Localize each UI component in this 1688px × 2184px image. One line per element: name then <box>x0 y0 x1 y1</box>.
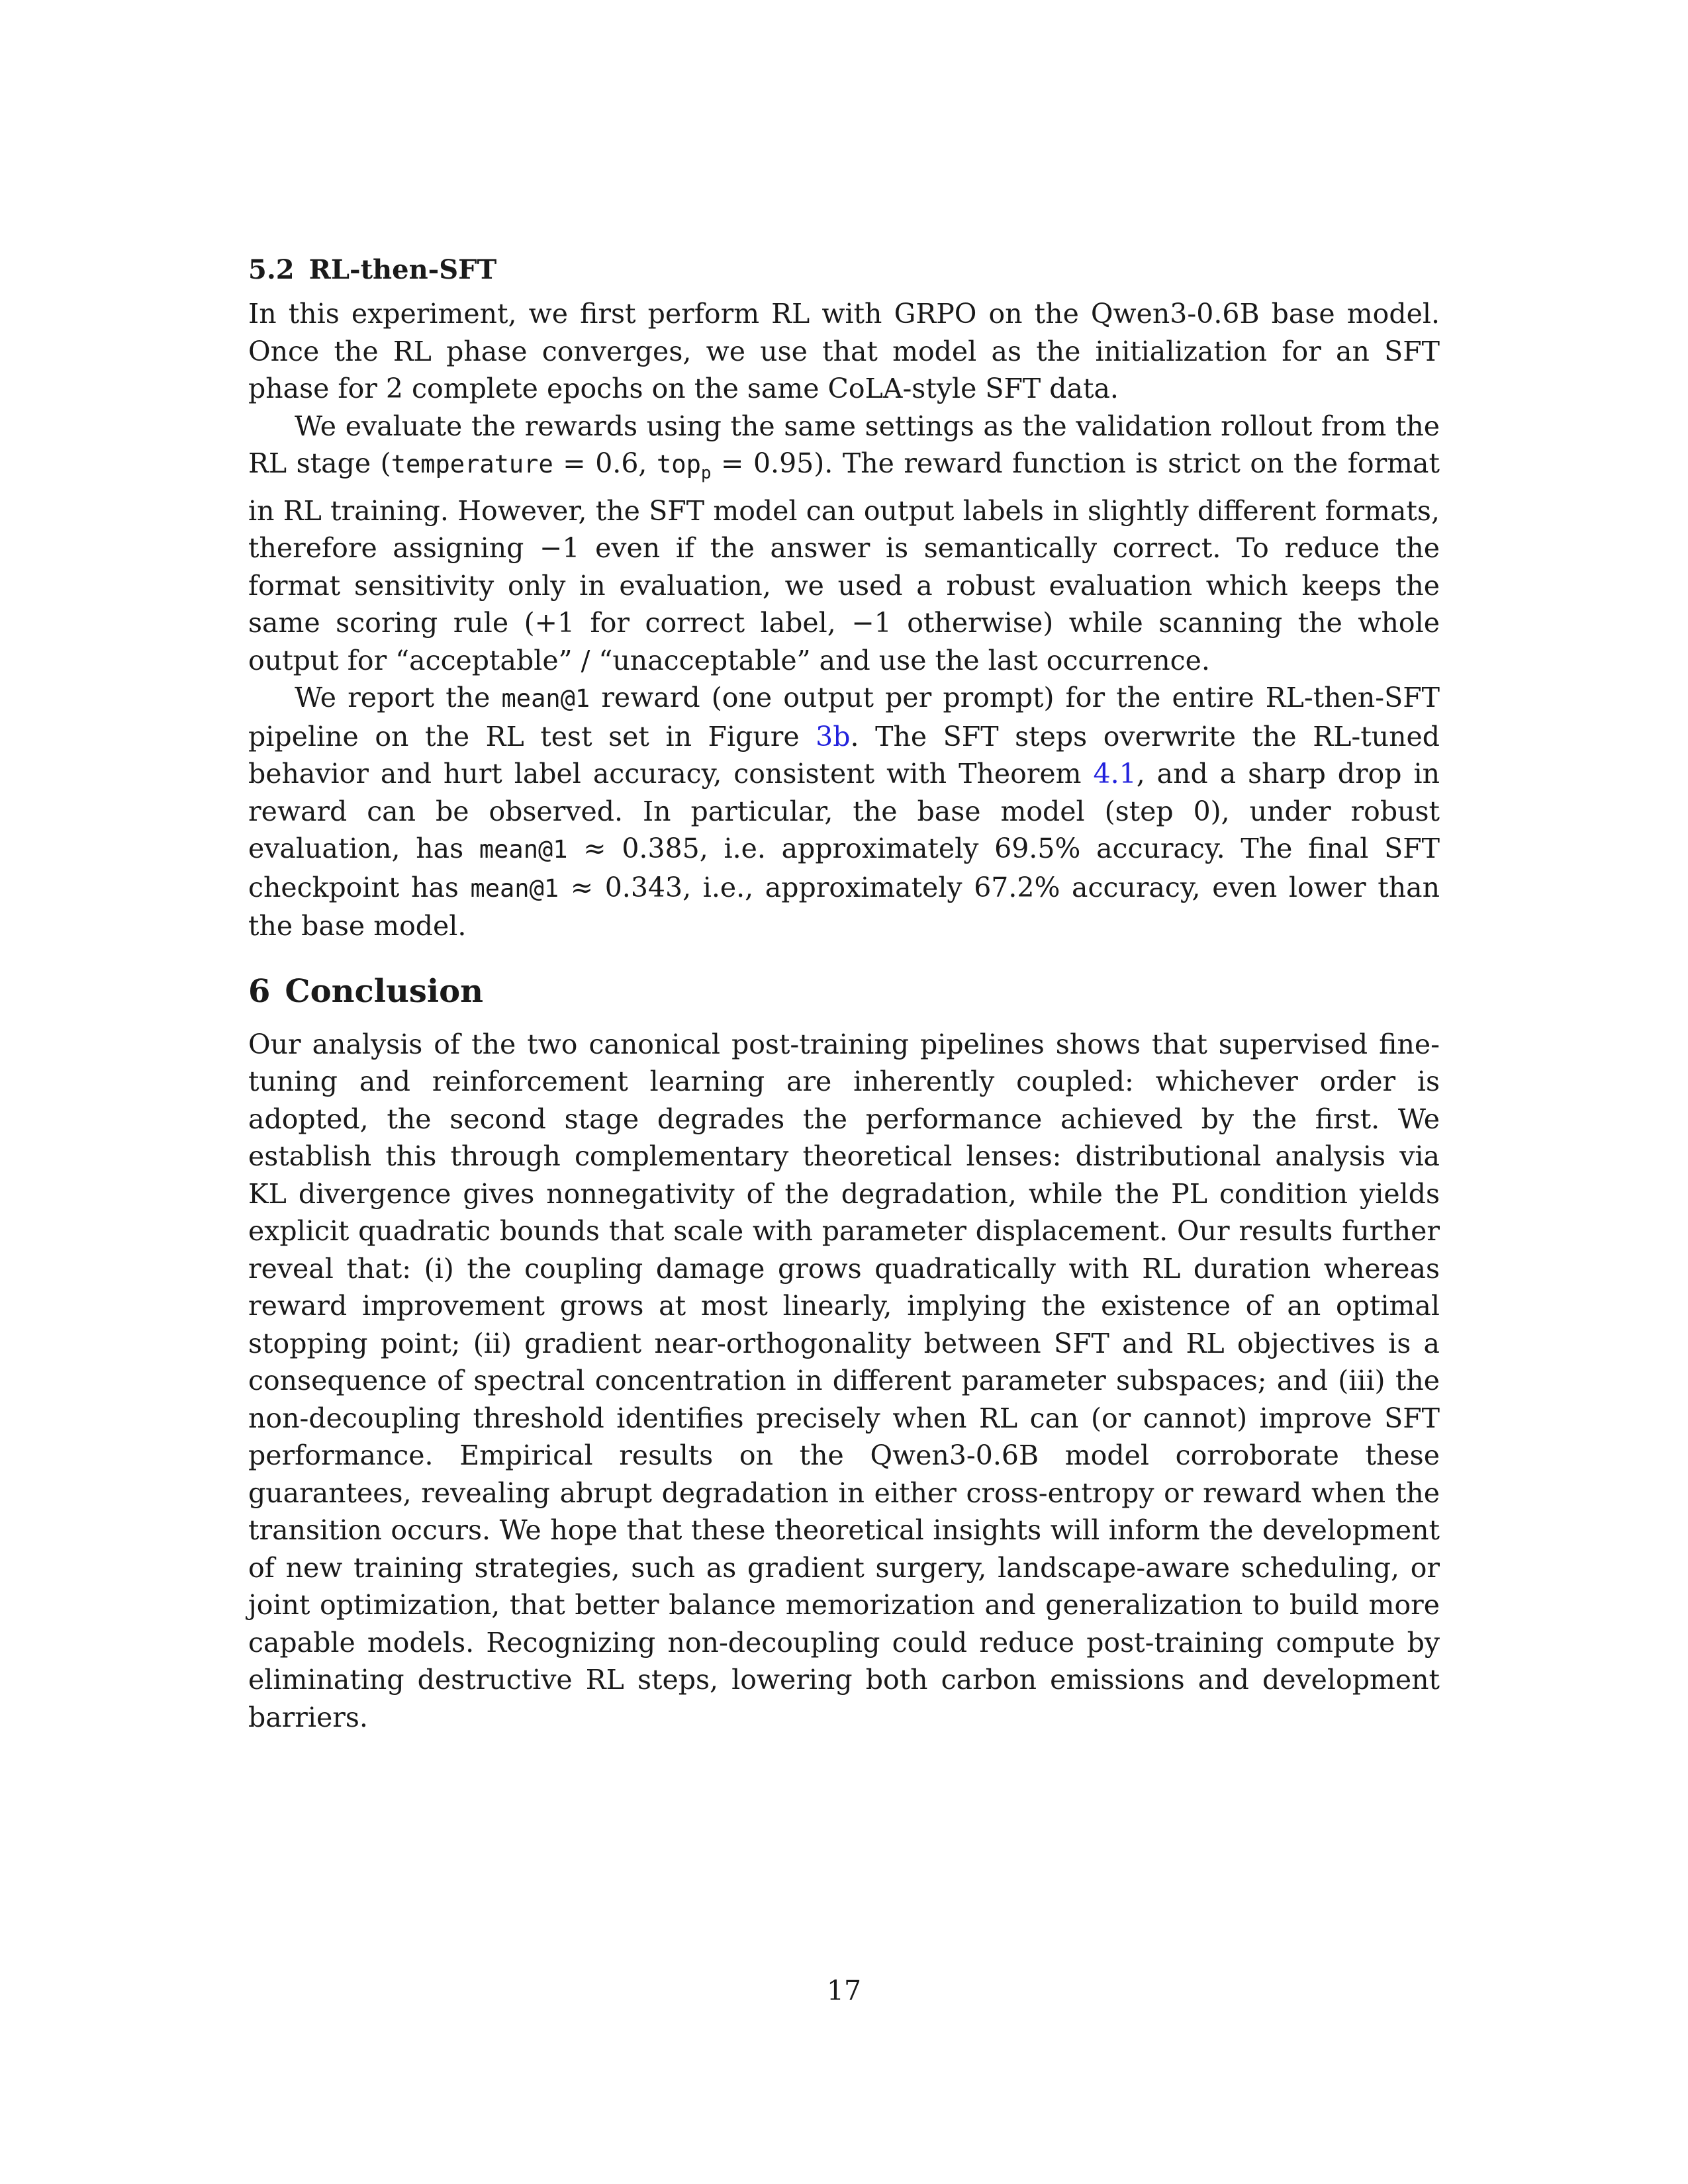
text-span: , and a sharp drop in reward can be observed. In particular, the base model (step 0), under robust evaluation, has <box>248 758 1440 865</box>
paragraph-conclusion: Our analysis of the two canonical post-training pipelines shows that supervised fine-tuning and reinforcement learning are inherently coupled: whichever order is adopted, the second stage degrades the performance achieved by the first. We establish this through complementary theoretical lenses: distributional analysis via KL divergence gives nonnegativity of the degradation, while the PL condition yields explicit quadratic bounds that scale with parameter displacement. Our results further reveal that: (i) the coupling damage grows quadratically with RL duration whereas reward improvement grows at most linearly, implying the existence of an optimal stopping point; (ii) gradient near-orthogonality between SFT and RL objectives is a consequence of spectral concentration in different parameter subspaces; and (iii) the non-decoupling threshold identifies precisely when RL can (or cannot) improve SFT performance. Empirical results on the Qwen3-0.6B model corroborate these guarantees, revealing abrupt degradation in either cross-entropy or reward when the transition occurs. We hope that these theoretical insights will inform the development of new training strategies, such as gradient surgery, landscape-aware scheduling, or joint optimization, that better balance memorization and generalization to build more capable models. Recognizing non-decoupling could reduce post-training compute by eliminating destructive RL steps, lowering both carbon emissions and development barriers. <box>248 1028 1440 1733</box>
section-title: Conclusion <box>285 972 484 1010</box>
section-title: RL-then-SFT <box>308 254 497 285</box>
theorem-reference-link[interactable]: 4.1 <box>1093 758 1137 790</box>
text-span: = 0.6, <box>553 447 657 479</box>
code-mean-at-1: mean@1 <box>479 835 568 864</box>
paragraph-results <box>248 679 1440 945</box>
figure-reference-link[interactable]: 3b <box>816 720 851 752</box>
text-span: . The SFT steps overwrite the RL-tuned behavior and hurt label accuracy, consistent with Theorem <box>248 720 1440 790</box>
code-mean-at-1: mean@1 <box>501 684 590 713</box>
section-number: 5.2 <box>248 254 295 285</box>
text-span: We report the <box>295 682 502 714</box>
text-span: reward (one output per prompt) for the entire RL-then-SFT pipeline on the RL test set in Figure <box>248 682 1440 752</box>
page-number: 17 <box>826 1975 862 2007</box>
code-top-p: top <box>657 450 701 478</box>
section-heading-conclusion <box>248 970 1440 1013</box>
code-temperature: temperature <box>391 450 553 478</box>
section-heading-rl-then-sft <box>248 251 1440 289</box>
text-span: ≈ 0.385, i.e. approximately 69.5% accuracy. The final SFT checkpoint has <box>248 833 1440 903</box>
code-mean-at-1: mean@1 <box>470 874 559 903</box>
paper-page <box>248 251 1440 1736</box>
code-subscript: p <box>700 463 712 484</box>
text-span: We evaluate the rewards using the same settings as the validation rollout from the RL stage ( <box>248 410 1440 479</box>
text-span: ). The reward function is strict on the format in RL training. However, the SFT model can output labels in slightly different formats, therefore assigning −1 even if the answer is semantically correct. To reduce the format sensitivity only in evaluation, we used a robust evaluation which keeps the same scoring rule (+1 for correct label, −1 otherwise) while scanning the whole output for “acceptable” / “unacceptable” and use the last occurrence. <box>248 447 1440 676</box>
paragraph-reward-evaluation <box>248 408 1440 680</box>
text-span: = 0.95 <box>711 447 814 479</box>
paragraph-experiment-setup: In this experiment, we first perform RL with GRPO on the Qwen3-0.6B base model. Once the RL phase converges, we use that model as the initialization for an SFT phase for 2 complete epochs on the same CoLA-style SFT data. <box>248 298 1440 404</box>
text-span: ≈ 0.343, i.e., approximately 67.2% accuracy, even lower than the base model. <box>248 871 1440 942</box>
section-number: 6 <box>248 972 271 1010</box>
